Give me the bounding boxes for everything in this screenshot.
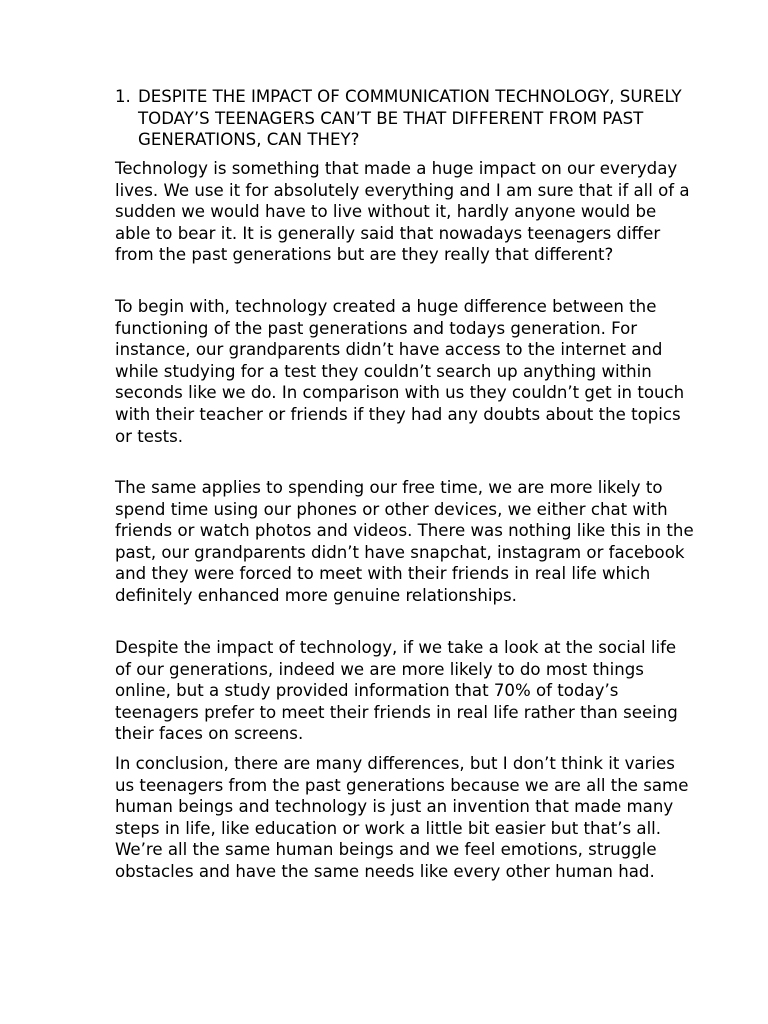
paragraph-free-time: The same applies to spending our free time, we are more likely to spend time using our phones or other devices, we either chat with friends or watch photos and videos. There was nothing like this in the past, our grandparents didn’t have snapchat, instagram or facebook and they were forced to meet with their friends in real life which definitely enhanced more genuine relationships.: [115, 478, 694, 605]
paragraph-conclusion: In conclusion, there are many differences, but I don’t think it varies us teenagers from the past generations because we are all the same human beings and technology is just an invention that made many steps in life, like education or work a little bit easier but that’s all. We’re all the same human beings and we feel emotions, struggle obstacles and have the same needs like every other human had.: [115, 754, 689, 881]
paragraph-social-life: Despite the impact of technology, if we take a look at the social life of our generations, indeed we are more likely to do most things online, but a study provided information that 70% of today’s teenagers prefer to meet their friends in real life rather than seeing their faces on screens.: [115, 638, 678, 744]
list-number: 1.: [115, 87, 131, 106]
heading-text: DESPITE THE IMPACT OF COMMUNICATION TECHNOLOGY, SURELY TODAY’S TEENAGERS CAN’T BE THAT DIFFERENT FROM PAST GENERATIONS, CAN THEY?: [138, 87, 682, 149]
paragraph-past-generations: To begin with, technology created a huge difference between the functioning of the past generations and todays generation. For instance, our grandparents didn’t have access to the internet and while studying for a test they couldn’t search up anything within seconds like we do. In comparison with us they couldn’t get in touch with their teacher or friends if they had any doubts about the topics or tests.: [115, 297, 685, 446]
paragraph-introduction: Technology is something that made a huge impact on our everyday lives. We use it for absolutely everything and I am sure that if all of a sudden we would have to live without it, hardly anyone would be able to bear it. It is generally said that nowadays teenagers differ from the past generations but are they really that different?: [115, 159, 690, 265]
essay-question-heading: [115, 86, 695, 151]
